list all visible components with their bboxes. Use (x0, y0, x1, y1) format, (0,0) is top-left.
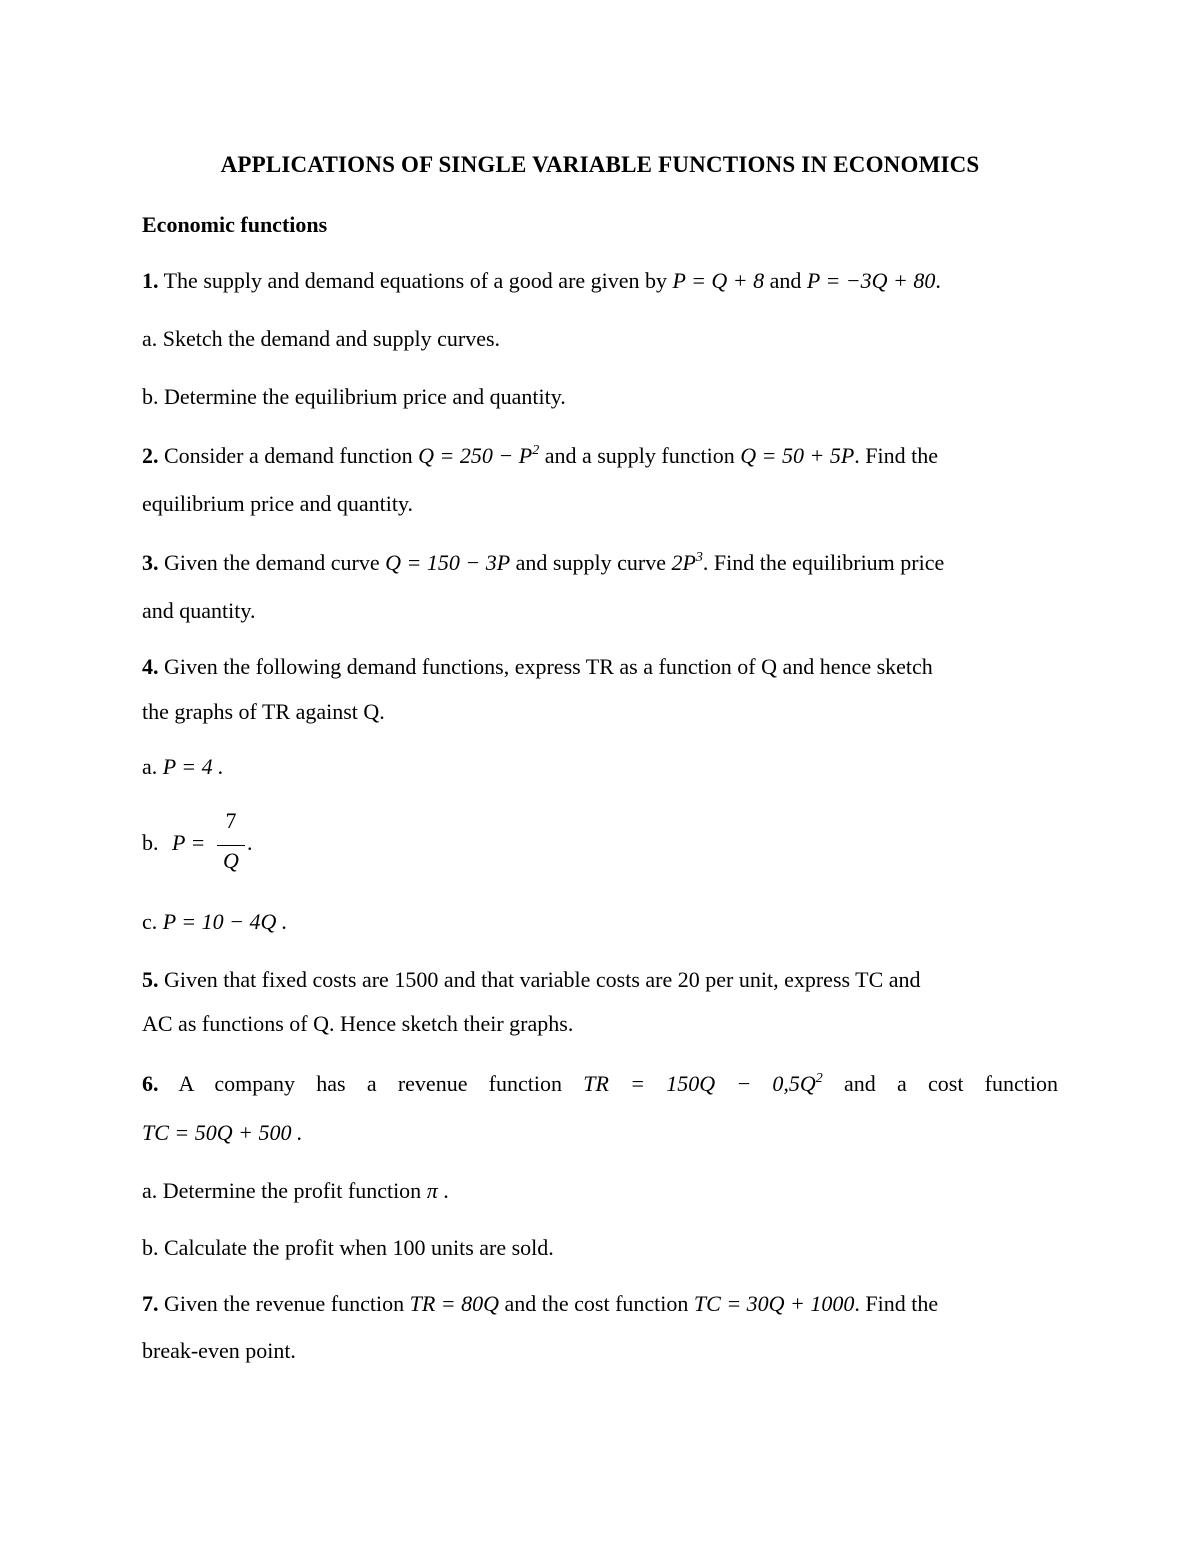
document-title: APPLICATIONS OF SINGLE VARIABLE FUNCTIONS IN ECONOMICS (220, 152, 980, 177)
equation: $2P^3$ (671, 550, 703, 575)
question-4 (142, 654, 933, 680)
question-text: . Find the (854, 443, 938, 468)
question-6-part-a: a. Determine the profit function π . (142, 1178, 449, 1203)
question-number: 5. (142, 967, 159, 992)
question-2 (142, 443, 938, 469)
question-1-part-a: a. Sketch the demand and supply curves. (142, 326, 501, 351)
question-text: and a supply function (544, 443, 735, 468)
question-text: . Find the (854, 1291, 939, 1316)
question-3 (142, 550, 944, 576)
question-text: Consider a demand function (164, 443, 413, 468)
question-7 (142, 1291, 938, 1317)
question-6 (142, 1071, 1058, 1097)
equation: $Q = 250 - P^2$ (418, 443, 540, 468)
equation: TC = 30Q + 1000 (693, 1291, 855, 1316)
part-label: c. (142, 909, 158, 934)
question-6-part-b: b. Calculate the profit when 100 units are sold. (142, 1235, 554, 1260)
question-number: 2. (142, 443, 159, 468)
punctuation: . (935, 268, 941, 293)
question-text: Given the revenue function (164, 1291, 405, 1316)
equation: Q = 50 + 5P (740, 443, 855, 468)
conjunction: and (769, 268, 802, 293)
question-text: Given the following demand functions, express TR as a function of Q and hence sketch (164, 654, 933, 679)
equation: Q = 150 − 3P (385, 550, 511, 575)
question-text: . Find the equilibrium price (702, 550, 945, 575)
question-4-part-c (142, 909, 287, 935)
equation: P = −3Q + 80 (806, 268, 936, 293)
question-text: Given that fixed costs are 1500 and that variable costs are 20 per unit, express TC and (164, 967, 921, 992)
part-label: b. (142, 830, 159, 855)
question-6-equation: TC = 50Q + 500 . (142, 1120, 303, 1145)
question-1-part-b: b. Determine the equilibrium price and quantity. (142, 384, 566, 409)
question-number: 4. (142, 654, 159, 679)
fraction-bar (217, 845, 245, 846)
question-4-part-b (142, 808, 342, 878)
question-5 (142, 967, 921, 993)
part-label: a. (142, 754, 158, 779)
question-text: A company has a revenue function (178, 1071, 562, 1096)
question-number: 1. (142, 268, 159, 293)
fraction-denominator: Q (223, 848, 239, 873)
question-1 (142, 268, 941, 294)
equation: P = Q + 8 (672, 268, 765, 293)
question-4-continued: the graphs of TR against Q. (142, 699, 385, 724)
question-number: 7. (142, 1291, 159, 1316)
question-text: and a cost function (844, 1071, 1058, 1096)
question-4-part-a (142, 754, 224, 780)
question-text: and supply curve (515, 550, 666, 575)
equation: TR = 80Q (409, 1291, 499, 1316)
question-5-continued: AC as functions of Q. Hence sketch their graphs. (142, 1011, 574, 1036)
punctuation: . (247, 830, 253, 855)
question-text: Given the demand curve (164, 550, 380, 575)
equation-lhs: P = (172, 830, 206, 855)
question-7-continued: break-even point. (142, 1338, 296, 1363)
question-text: and the cost function (504, 1291, 689, 1316)
equation: P = 10 − 4Q . (162, 909, 288, 934)
question-3-continued: and quantity. (142, 598, 256, 623)
fraction-numerator: 7 (225, 808, 237, 833)
equation: P = 4 . (162, 754, 224, 779)
question-2-continued: equilibrium price and quantity. (142, 491, 414, 516)
equation: TR = $150Q - 0,5Q^2$ (583, 1071, 823, 1096)
question-number: 3. (142, 550, 159, 575)
section-heading: Economic functions (142, 212, 328, 237)
question-number: 6. (142, 1071, 159, 1096)
pi-symbol: π (426, 1178, 438, 1203)
question-text: The supply and demand equations of a good are given by (163, 268, 668, 293)
